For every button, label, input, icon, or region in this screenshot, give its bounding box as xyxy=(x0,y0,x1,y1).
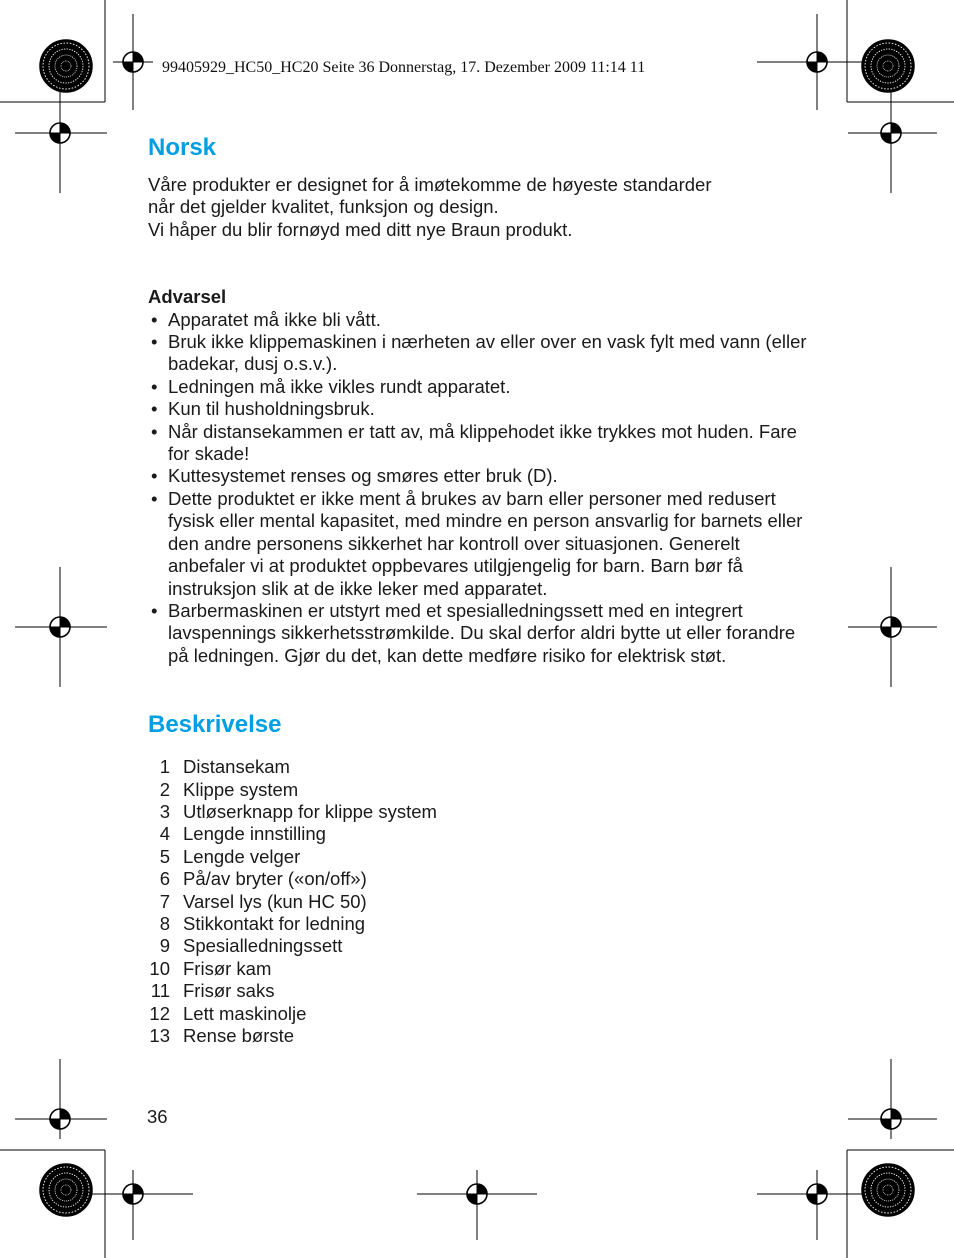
parts-item: 8 Stikkontakt for ledning xyxy=(159,912,366,934)
warning-list xyxy=(148,309,813,668)
parts-item: 12 Lett maskinolje xyxy=(149,1002,307,1024)
bullet-icon: • xyxy=(151,308,158,330)
bullet-icon: • xyxy=(151,398,158,420)
warning-item: • Bruk ikke klippemaskinen i nærheten av eller over en vask fylt med vann (eller badekar, dusj o.s.v.). xyxy=(151,331,807,375)
parts-item: 7 Varsel lys (kun HC 50) xyxy=(159,890,367,912)
section-title-description: Beskrivelse xyxy=(148,711,282,739)
intro-line: Vi håper du blir fornøyd med ditt nye Braun produkt. xyxy=(148,218,573,240)
parts-item: 3 Utløserknapp for klippe system xyxy=(159,800,437,822)
intro-line: når det gjelder kvalitet, funksjon og design. xyxy=(148,196,499,218)
warning-item: • Kuttesystemet renses og smøres etter bruk (D). xyxy=(151,465,558,487)
bullet-icon: • xyxy=(151,420,158,442)
page-content xyxy=(148,133,813,1047)
bullet-icon: • xyxy=(151,375,158,397)
page-title: Norsk xyxy=(148,134,217,161)
print-slug: 99405929_HC50_HC20 Seite 36 Donnerstag, 17. Dezember 2009 11:14 11 xyxy=(162,59,646,76)
warning-heading: Advarsel xyxy=(148,286,227,308)
parts-item: 5 Lengde velger xyxy=(159,845,301,867)
parts-item: 9 Spesialledningssett xyxy=(159,935,343,957)
warning-item: • Når distansekammen er tatt av, må klippehodet ikke trykkes mot huden. Fare for skade! xyxy=(151,420,797,465)
parts-item: 1 Distansekam xyxy=(159,756,290,778)
intro-line: Våre produkter er designet for å imøtekomme de høyeste standarder xyxy=(148,174,712,195)
bullet-icon: • xyxy=(151,599,158,621)
warning-item: • Ledningen må ikke vikles rundt apparatet. xyxy=(151,375,511,397)
parts-item: 11 Frisør saks xyxy=(150,980,275,1002)
page-number: 36 xyxy=(147,1106,168,1127)
warning-item: • Barbermaskinen er utstyrt med et spesialledningssett med en integrert lavspennings sikkerhetsstrømkilde. Du skal derfor aldri bytte ut eller forandre på ledningen. Gjør du det, kan dette medføre risiko for elektrisk støt. xyxy=(151,599,796,666)
parts-list xyxy=(148,756,813,1047)
bullet-icon: • xyxy=(151,331,158,353)
bullet-icon: • xyxy=(151,465,158,487)
parts-item: 10 Frisør kam xyxy=(149,957,272,979)
parts-item: 13 Rense børste xyxy=(149,1025,295,1046)
warning-item: • Kun til husholdningsbruk. xyxy=(151,398,375,420)
intro-paragraph xyxy=(148,174,813,241)
bullet-icon: • xyxy=(151,487,158,509)
parts-item: 6 På/av bryter («on/off») xyxy=(159,868,367,890)
warning-item: • Dette produktet er ikke ment å brukes av barn eller personer med redusert fysisk eller mental kapasitet, med mindre en person ansvarlig for barnets eller den andre personens sikkerhet har kontroll over situasjonen. Generelt anbefaler vi at produktet oppbevares utilgjengelig for barn. Barn bør få instruksjon slik at de ikke leker med apparatet. xyxy=(151,487,803,599)
parts-item: 2 Klippe system xyxy=(159,778,299,800)
warning-item: • Apparatet må ikke bli vått. xyxy=(151,308,381,330)
parts-item: 4 Lengde innstilling xyxy=(159,823,326,845)
